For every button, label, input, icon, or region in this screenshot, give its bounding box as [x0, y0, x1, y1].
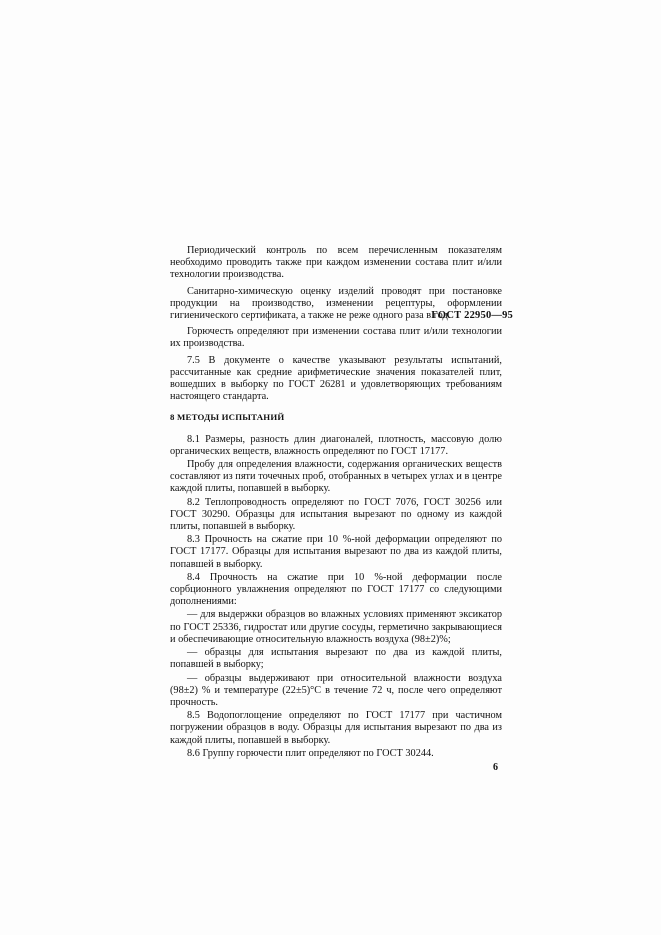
paragraph-7-5: 7.5 В документе о качестве указывают результаты испытаний, рассчитанные как средние арифметические значения показателей плит, вошедших в выборку по ГОСТ 26281 и удовлетворяющих требованиям настоящего стандарта. [170, 354, 502, 403]
paragraph-8-3: 8.3 Прочность на сжатие при 10 %-ной деформации определяют по ГОСТ 17177. Образцы для испытания вырезают по два из каждой плиты, попавшей в выборку. [170, 534, 502, 570]
paragraph-8-4: 8.4 Прочность на сжатие при 10 %-ной деформации после сорбционного увлажнения определяют по ГОСТ 17177 со следующими дополнениями: [170, 571, 502, 608]
paragraph-8-1: 8.1 Размеры, разность длин диагоналей, плотность, массовую долю органических веществ, влажность определяют по ГОСТ 17177. [170, 433, 502, 457]
list-item-samples: — образцы для испытания вырезают по два из каждой плиты, попавшей в выборку; [170, 647, 502, 671]
paragraph-8-5: 8.5 Водопоглощение определяют по ГОСТ 17177 при частичном погружении образцов в воду. Образцы для испытания вырезают по два из каждой плиты, попавшей в выборку. [170, 710, 502, 746]
list-item-desiccator: — для выдержки образцов во влажных условиях применяют эксикатор по ГОСТ 25336, гидростат или другие сосуды, герметично закрывающиеся и обеспечивающие относительную влажность воздуха (98±2)%; [170, 609, 502, 645]
document-body [170, 245, 502, 761]
paragraph-sanitary-evaluation: Санитарно-химическую оценку изделий проводят при постановке продукции на производство, изменении рецептуры, оформлении гигиенического сертификата, а также не реже одного раза в год. [170, 285, 502, 322]
section-heading-test-methods: 8 МЕТОДЫ ИСПЫТАНИЙ [170, 412, 285, 423]
paragraph-8-6: 8.6 Группу горючести плит определяют по ГОСТ 30244. [187, 747, 434, 759]
standard-code-header: ГОСТ 22950—95 [431, 310, 513, 321]
page-number: 6 [493, 762, 498, 773]
paragraph-moisture-sample: Пробу для определения влажности, содержания органических веществ составляют из пяти точечных проб, отобранных в четырех углах и в центре каждой плиты, попавшей в выборку. [170, 459, 502, 495]
paragraph-periodic-control: Периодический контроль по всем перечисленным показателям необходимо проводить также при каждом изменении состава плит и/или технологии производства. [170, 245, 502, 281]
list-item-humidity: — образцы выдерживают при относительной влажности воздуха (98±2) % и температуре (22±5)°С в течение 72 ч, после чего определяют прочность. [170, 672, 502, 708]
paragraph-flammability: Горючесть определяют при изменении состава плит и/или технологии их производства. [170, 326, 502, 350]
paragraph-8-2: 8.2 Теплопроводность определяют по ГОСТ 7076, ГОСТ 30256 или ГОСТ 30290. Образцы для испытания вырезают по одному из каждой плиты, попавшей в выборку. [170, 496, 502, 533]
